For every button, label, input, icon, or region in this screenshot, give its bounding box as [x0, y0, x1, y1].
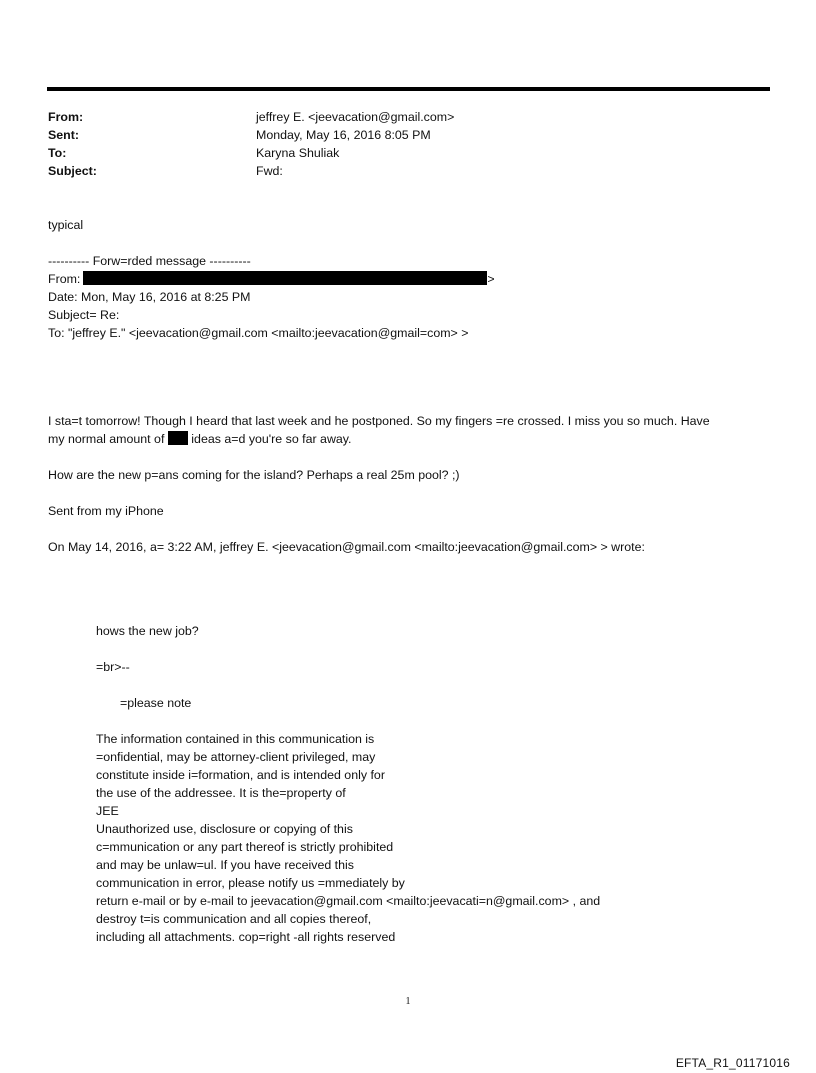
- email-body: [48, 216, 778, 946]
- forwarded-from-tail: >: [487, 272, 495, 286]
- document-id: EFTA_R1_01171016: [675, 1056, 790, 1070]
- to-value: Karyna Shuliak: [256, 146, 340, 160]
- disclaimer-line: communication in error, please notify us =mmediately by: [96, 876, 405, 890]
- message-paragraph-1b-pre: my normal amount of: [48, 432, 165, 446]
- quoted-br: =br>--: [96, 660, 130, 674]
- disclaimer: [48, 730, 778, 946]
- quoted-question: hows the new job?: [96, 624, 199, 638]
- message-paragraph-1a: I sta=t tomorrow! Though I heard that last week and he postponed. So my fingers =re crossed. I miss you so much. Have: [48, 414, 710, 428]
- quoted-note: =please note: [120, 696, 192, 710]
- header-rule: [47, 87, 770, 91]
- forwarded-from: [48, 270, 778, 288]
- forwarded-date: Date: Mon, May 16, 2016 at 8:25 PM: [48, 290, 251, 304]
- disclaimer-line: and may be unlaw=ul. If you have received this: [96, 858, 354, 872]
- email-header: [48, 108, 748, 180]
- subject-value: Fwd:: [256, 164, 283, 178]
- signature: Sent from my iPhone: [48, 504, 164, 518]
- disclaimer-line: the use of the addressee. It is the=property of: [96, 786, 346, 800]
- disclaimer-line: constitute inside i=formation, and is intended only for: [96, 768, 385, 782]
- message-paragraph-1b: [48, 430, 778, 448]
- disclaimer-line: The information contained in this communication is: [96, 732, 375, 746]
- forwarded-header: ---------- Forw=rded message ----------: [48, 254, 251, 268]
- from-value: jeffrey E. <jeevacation@gmail.com>: [256, 110, 455, 124]
- redaction-bar: [83, 271, 487, 285]
- message-paragraph-2: How are the new p=ans coming for the island? Perhaps a real 25m pool? ;): [48, 468, 460, 482]
- disclaimer-line: c=mmunication or any part thereof is strictly prohibited: [96, 840, 394, 854]
- forwarded-to: To: "jeffrey E." <jeevacation@gmail.com <mailto:jeevacation@gmail=com> >: [48, 326, 469, 340]
- disclaimer-line: including all attachments. cop=right -all rights reserved: [96, 930, 396, 944]
- disclaimer-line: JEE: [96, 804, 119, 818]
- forwarded-from-label: From:: [48, 272, 81, 286]
- forwarded-subject: Subject= Re:: [48, 308, 120, 322]
- subject-row: [48, 162, 748, 180]
- to-row: [48, 144, 748, 162]
- from-row: [48, 108, 748, 126]
- page-number: 1: [405, 996, 411, 1007]
- sent-row: [48, 126, 748, 144]
- sent-value: Monday, May 16, 2016 8:05 PM: [256, 128, 431, 142]
- message-paragraph-1b-post: ideas a=d you're so far away.: [191, 432, 352, 446]
- to-label: To:: [48, 146, 67, 160]
- redaction-box: [168, 431, 188, 445]
- opening-text: typical: [48, 218, 84, 232]
- disclaimer-line: return e-mail or by e-mail to jeevacation@gmail.com <mailto:jeevacati=n@gmail.com> , and: [96, 894, 601, 908]
- from-label: From:: [48, 110, 84, 124]
- sent-label: Sent:: [48, 128, 79, 142]
- quote-intro: On May 14, 2016, a= 3:22 AM, jeffrey E. <jeevacation@gmail.com <mailto:jeevacation@gmail.com> > wrote:: [48, 540, 645, 554]
- disclaimer-line: =onfidential, may be attorney-client privileged, may: [96, 750, 376, 764]
- subject-label: Subject:: [48, 164, 97, 178]
- disclaimer-line: Unauthorized use, disclosure or copying of this: [96, 822, 353, 836]
- disclaimer-line: destroy t=is communication and all copies thereof,: [96, 912, 372, 926]
